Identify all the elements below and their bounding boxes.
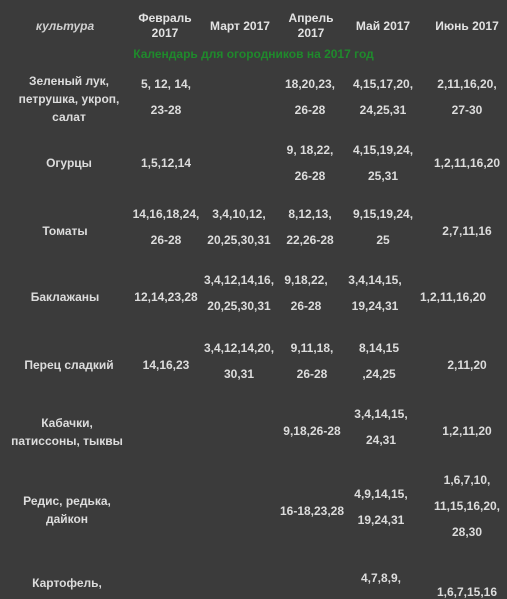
cell-feb: 14,16,23 <box>142 358 190 372</box>
cell-feb: 1,5,12,14 <box>140 156 192 170</box>
cell-may: 3,4,14,15, 24,31 <box>354 407 408 447</box>
cell-apr: 9,18,26-28 <box>283 424 341 438</box>
cell-may: 8,14,15 ,24,25 <box>358 341 400 381</box>
header-month-feb: Февраль 2017 <box>138 11 192 40</box>
table-row <box>0 406 507 456</box>
header-month-apr: Апрель 2017 <box>288 11 334 40</box>
cell-jun: 2,11,20 <box>447 358 487 372</box>
cell-jun: 2,7,11,16 <box>442 224 492 238</box>
header-month-jun: Июнь 2017 <box>435 19 499 33</box>
cell-jun: 2,11,16,20, 27-30 <box>437 77 497 117</box>
cell-may: 4,9,14,15, 19,24,31 <box>354 487 408 527</box>
crop-name: Редис, редька, дайкон <box>23 494 111 526</box>
table-row <box>0 474 507 546</box>
cell-mar: 3,4,10,12, 20,25,30,31 <box>207 207 271 247</box>
cell-mar: 3,4,12,14,16, 20,25,30,31 <box>203 273 275 313</box>
cell-jun: 1,6,7,10, 11,15,16,20, 28,30 <box>433 473 501 539</box>
cell-apr: 9,11,18, 26-28 <box>290 341 334 381</box>
cell-may: 4,15,17,20, 24,25,31 <box>352 77 414 117</box>
table-row <box>0 144 507 194</box>
cell-jun: 1,2,11,20 <box>442 424 492 438</box>
table-row <box>0 342 507 392</box>
cell-jun: 1,6,7,15,16 <box>436 585 498 599</box>
cell-may: 3,4,14,15, 19,24,31 <box>348 273 402 313</box>
cell-apr: 16-18,23,28 <box>279 504 345 518</box>
cell-feb: 12,14,23,28 <box>134 290 198 304</box>
crop-name: Кабачки, патиссоны, тыквы <box>11 416 123 448</box>
table-row <box>0 208 507 258</box>
crop-name: Томаты <box>42 224 88 238</box>
table-row <box>0 274 507 324</box>
cell-apr: 18,20,23, 26-28 <box>284 77 336 117</box>
crop-name: Баклажаны <box>30 290 100 304</box>
table-header <box>0 0 507 45</box>
cell-jun: 1,2,11,16,20 <box>433 156 501 170</box>
header-crop: культура <box>35 19 95 33</box>
cell-mar: 3,4,12,14,20, 30,31 <box>203 341 275 381</box>
cell-feb: 14,16,18,24, 26-28 <box>132 207 200 247</box>
table-row <box>0 568 507 598</box>
header-month-may: Май 2017 <box>355 19 411 33</box>
cell-feb: 5, 12, 14, 23-28 <box>140 77 192 117</box>
cell-may: 4,15,19,24, 25,31 <box>352 143 414 183</box>
crop-name: Перец сладкий <box>24 358 114 372</box>
crop-name: Зеленый лук, петрушка, укроп, салат <box>18 74 120 124</box>
cell-jun: 1,2,11,16,20 <box>419 290 487 304</box>
cell-apr: 9, 18,22, 26-28 <box>286 143 334 183</box>
cell-apr: 9,18,22, 26-28 <box>284 273 328 313</box>
crop-name: Огурцы <box>46 156 92 170</box>
calendar-caption: Календарь для огородников на 2017 год <box>133 47 374 61</box>
crop-name: Картофель, <box>32 576 102 590</box>
cell-may: 9,15,19,24, 25 <box>352 207 414 247</box>
header-month-mar: Март 2017 <box>210 19 270 33</box>
table-row <box>0 72 507 132</box>
cell-apr: 8,12,13, 22,26-28 <box>286 207 334 247</box>
cell-may: 4,7,8,9, <box>360 571 402 585</box>
